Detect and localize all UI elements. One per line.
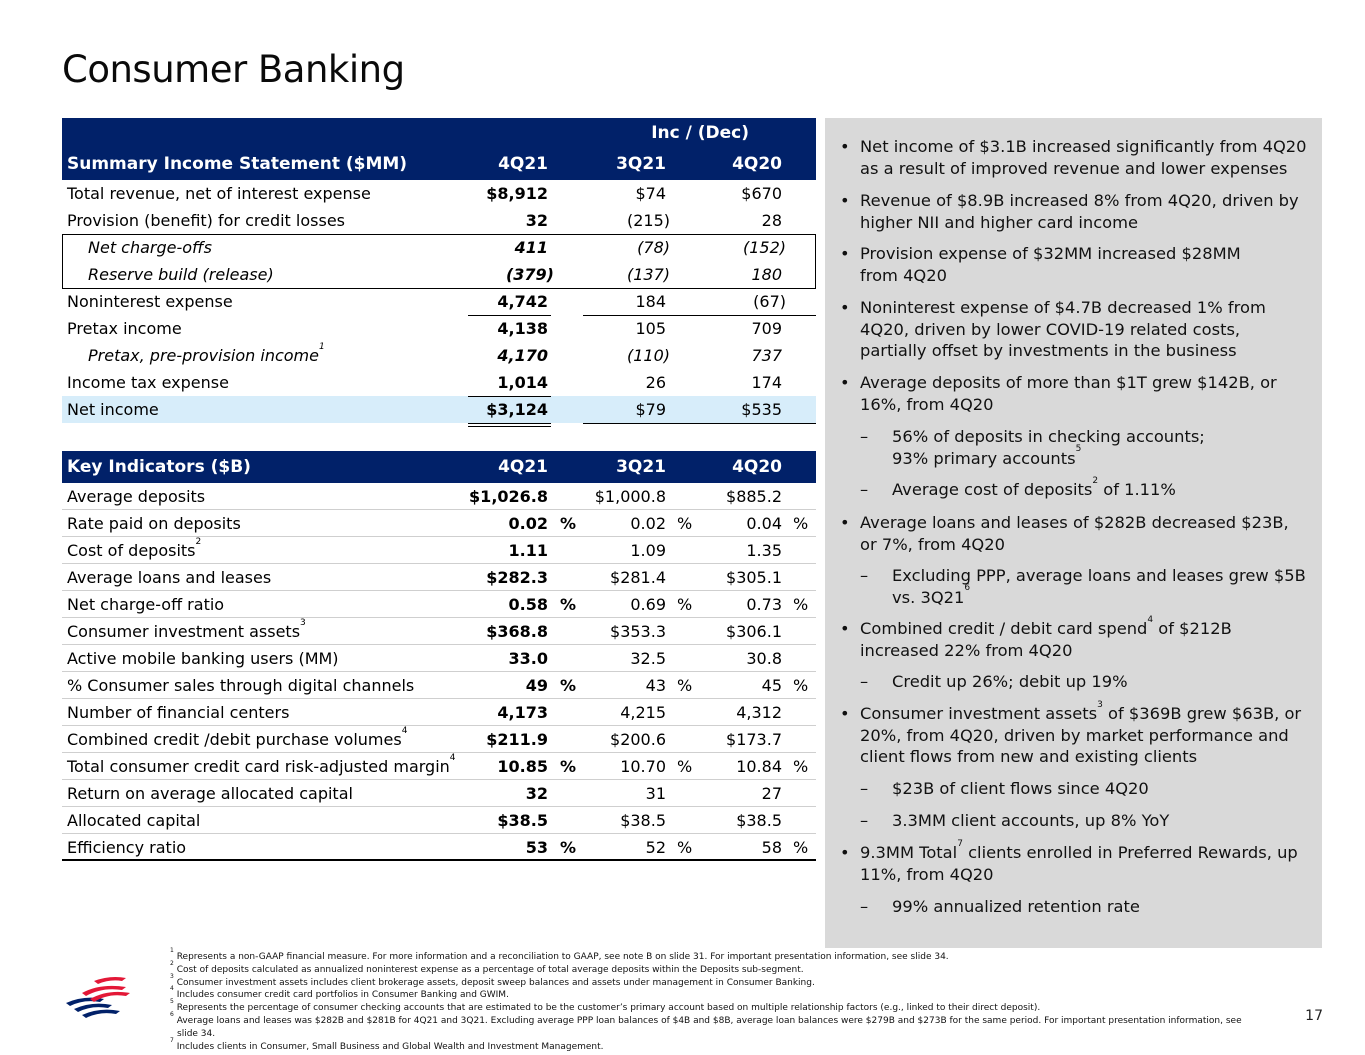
value-3q21: 31 (645, 784, 666, 803)
value-4q20: $305.1 (726, 568, 782, 587)
value-4q20: 180 (751, 265, 782, 284)
value-4q20: 27 (761, 784, 782, 803)
value-4q20: 4,312 (736, 703, 782, 722)
row-label: Return on average allocated capital (67, 784, 353, 803)
row-label: Average deposits (67, 487, 206, 506)
bullet-revenue: • Revenue of $8.9B increased 8% from 4Q20, driven by higher NII and higher card income (860, 190, 1310, 233)
pct-3q21: % (677, 676, 693, 695)
bullet-deposits: • Average deposits of more than $1T grew $142B, or 16%, from 4Q20 (860, 372, 1310, 415)
summary-header-label: Summary Income Statement ($MM) (67, 154, 408, 174)
value-4q20: 28 (761, 211, 782, 230)
value-3q21: $200.6 (610, 730, 666, 749)
value-4q21: 4,170 (497, 346, 548, 365)
key-indicator-row (62, 699, 816, 726)
footnote: $^3$ Consumer investment assets includes client brokerage assets, deposit sweep balances and assets under management in Consumer Banking. (170, 972, 815, 988)
footnote: slide 34. (177, 1028, 216, 1039)
row-label: Active mobile banking users (MM) (67, 649, 339, 668)
value-3q21: $353.3 (610, 622, 666, 641)
bullet-loans: • Average loans and leases of $282B decreased $23B, or 7%, from 4Q20 (860, 512, 1310, 555)
value-4q20: 1.35 (746, 541, 782, 560)
key-indicator-row (62, 645, 816, 672)
value-3q21: (110) (626, 346, 670, 365)
value-3q21: $79 (635, 400, 666, 419)
summary-row (62, 369, 816, 396)
key-indicator-row (62, 591, 816, 618)
value-4q21: 4,173 (497, 703, 548, 722)
row-label: Net charge-offs (88, 238, 212, 257)
rule-right-bottom (583, 423, 816, 424)
value-4q21: 1,014 (497, 373, 548, 392)
value-3q21: 43 (645, 676, 666, 695)
value-3q21: $1,000.8 (594, 487, 666, 506)
pct-4q20: % (793, 595, 809, 614)
sub-bullet-retention: – 99% annualized retention rate (892, 896, 1312, 918)
value-4q20: $38.5 (736, 811, 782, 830)
key-header-3q21: 3Q21 (616, 457, 666, 477)
value-3q21: $74 (635, 184, 666, 203)
summary-row (62, 288, 816, 315)
row-label: Cost of deposits$^2$ (67, 536, 202, 560)
footnote: $^6$ Average loans and leases was $282B and $281B for 4Q21 and 3Q21. Excluding average PPP loan balances of $4B and $8B, average loan balances were $279B and $273B for the same period. For important presentation information, see (170, 1010, 1242, 1026)
value-4q21: 1.11 (508, 541, 548, 560)
rule-4q21-above-pretax (468, 315, 551, 316)
bullet-net-income: • Net income of $3.1B increased significantly from 4Q20 as a result of improved revenue and lower expenses (860, 136, 1310, 179)
pct-3q21: % (677, 757, 693, 776)
key-indicator-row (62, 672, 816, 699)
summary-group-header-row (62, 118, 816, 149)
pct-4q20: % (793, 514, 809, 533)
footnote: $^7$ Includes clients in Consumer, Small Business and Global Wealth and Investment Management. (170, 1036, 604, 1052)
value-4q21: 33.0 (508, 649, 548, 668)
value-3q21: (137) (626, 265, 670, 284)
value-3q21: $38.5 (620, 811, 666, 830)
value-4q21: 53 (525, 838, 548, 857)
summary-header-4q20: 4Q20 (732, 154, 782, 174)
value-4q20: 0.04 (746, 514, 782, 533)
value-3q21: 52 (645, 838, 666, 857)
value-3q21: 10.70 (620, 757, 666, 776)
value-3q21: 105 (635, 319, 666, 338)
row-label: Provision (benefit) for credit losses (67, 211, 345, 230)
pct-4q21: % (560, 676, 577, 695)
footnote: $^5$ Represents the percentage of consumer checking accounts that are estimated to be the customer’s primary account based on multiple relationship factors (e.g., linked to their direct deposit). (170, 998, 1041, 1014)
pct-4q21: % (560, 514, 577, 533)
rule-3q21-above-pretax (583, 315, 816, 316)
key-indicator-row (62, 483, 816, 510)
charge-off-reserve-box (62, 234, 816, 289)
value-3q21: $281.4 (610, 568, 666, 587)
key-header-row (62, 451, 816, 483)
key-indicator-row (62, 753, 816, 780)
bullet-noninterest-expense: • Noninterest expense of $4.7B decreased 1% from 4Q20, driven by lower COVID-19 related costs, partially offset by investments in the business (860, 297, 1310, 362)
sub-bullet-client-accounts: – 3.3MM client accounts, up 8% YoY (892, 810, 1312, 832)
value-3q21: 1.09 (630, 541, 666, 560)
value-4q21: $8,912 (486, 184, 548, 203)
row-label: Net income (67, 400, 159, 419)
value-4q21: $211.9 (486, 730, 548, 749)
row-label: Average loans and leases (67, 568, 272, 587)
key-indicator-row (62, 510, 816, 537)
sub-bullet-client-flows: – $23B of client flows since 4Q20 (892, 778, 1312, 800)
highlights-panel (825, 118, 1322, 948)
value-4q20: 174 (751, 373, 782, 392)
value-4q21: $38.5 (497, 811, 548, 830)
value-4q21: 32 (525, 211, 548, 230)
sub-bullet-checking: – 56% of deposits in checking accounts; 93% primary accounts$^5$ (892, 426, 1312, 469)
summary-row (62, 180, 816, 207)
key-indicator-row (62, 807, 816, 834)
key-indicator-row (62, 564, 816, 591)
value-4q20: (152) (742, 238, 786, 257)
sub-bullet-ppp: – Excluding PPP, average loans and leases grew $5B vs. $3Q21^6$ (892, 565, 1312, 608)
sub-bullet-credit-debit: – Credit up 26%; debit up 19% (892, 671, 1312, 693)
bullet-card-spend: • Combined credit / debit card spend$^4$ of $212B increased 22% from 4Q20 (860, 618, 1310, 661)
value-4q20: 30.8 (746, 649, 782, 668)
pct-4q20: % (793, 838, 809, 857)
pct-4q21: % (560, 757, 577, 776)
value-4q21: 10.85 (497, 757, 548, 776)
pct-4q20: % (793, 757, 809, 776)
key-header-4q20: 4Q20 (732, 457, 782, 477)
row-label: Efficiency ratio (67, 838, 187, 857)
value-4q21: $282.3 (486, 568, 548, 587)
page-number: 17 (1305, 1008, 1323, 1024)
value-3q21: 4,215 (620, 703, 666, 722)
key-indicator-row (62, 618, 816, 645)
bullet-preferred-rewards: • 9.3MM Total$^7$ clients enrolled in Preferred Rewards, up 11%, from 4Q20 (860, 842, 1310, 885)
pct-3q21: % (677, 514, 693, 533)
row-label: Rate paid on deposits (67, 514, 241, 533)
value-3q21: 26 (645, 373, 666, 392)
summary-row-net-income (62, 396, 816, 423)
value-4q20: $173.7 (726, 730, 782, 749)
sub-bullet-cost-of-deposits: – Average cost of deposits$^2$ of 1.11% (892, 479, 1312, 501)
value-3q21: 32.5 (630, 649, 666, 668)
bullet-investment-assets: • Consumer investment assets$^3$ of $369B grew $63B, or 20%, from 4Q20, driven by market performance and client flows from new and existing clients (860, 703, 1310, 768)
row-label: Reserve build (release) (88, 265, 274, 284)
rule-4q21-double-2 (468, 426, 551, 427)
footnote: $^4$ Includes consumer credit card portfolios in Consumer Banking and GWIM. (170, 985, 509, 1001)
footnote: $^2$ Cost of deposits calculated as annualized noninterest expense as a percentage of total average deposits within the Deposits sub-segment. (170, 959, 804, 975)
value-4q20: $306.1 (726, 622, 782, 641)
value-4q20: $885.2 (726, 487, 782, 506)
value-4q20: $670 (741, 184, 782, 203)
value-4q21: 411 (514, 238, 548, 257)
row-label: Combined credit /debit purchase volumes$^4$ (67, 725, 408, 749)
value-3q21: 184 (635, 292, 666, 311)
inc-dec-header: Inc / (Dec) (651, 123, 749, 143)
value-4q21: $1,026.8 (469, 487, 548, 506)
row-label: Noninterest expense (67, 292, 233, 311)
value-4q20: 709 (751, 319, 782, 338)
value-4q20: (67) (753, 292, 786, 311)
value-4q20: 45 (761, 676, 782, 695)
rule-4q21-above-net (468, 396, 551, 397)
value-4q20: 10.84 (736, 757, 782, 776)
page-title: Consumer Banking (62, 48, 405, 91)
summary-row (62, 342, 816, 369)
row-label: Pretax income (67, 319, 182, 338)
row-label: Total revenue, net of interest expense (67, 184, 371, 203)
rule-4q21-double-1 (468, 423, 551, 424)
value-4q21: 4,138 (497, 319, 548, 338)
key-indicator-row (62, 537, 816, 564)
key-indicator-row (62, 780, 816, 807)
summary-header-4q21: 4Q21 (498, 154, 548, 174)
footnote: $^1$ Represents a non-GAAP financial measure. For more information and a reconciliation to GAAP, see note B on slide 31. For important presentation information, see slide 34. (170, 947, 949, 962)
summary-row (62, 315, 816, 342)
key-indicator-row (62, 726, 816, 753)
value-4q20: 58 (761, 838, 782, 857)
key-indicators-rows (62, 483, 816, 861)
value-3q21: 0.02 (630, 514, 666, 533)
value-3q21: (78) (637, 238, 670, 257)
value-4q21: $3,124 (486, 400, 548, 419)
row-label: Allocated capital (67, 811, 201, 830)
value-4q21: 32 (525, 784, 548, 803)
summary-row (62, 207, 816, 234)
value-3q21: (215) (626, 211, 670, 230)
value-4q21: 49 (525, 676, 548, 695)
pct-3q21: % (677, 838, 693, 857)
summary-header-row (62, 149, 816, 180)
pct-4q21: % (560, 595, 577, 614)
row-label: Pretax, pre-provision income$^1$ (88, 341, 325, 365)
bank-logo-icon (64, 975, 132, 1025)
row-label: % Consumer sales through digital channels (67, 676, 415, 695)
row-label: Consumer investment assets$^3$ (67, 617, 306, 641)
key-indicator-row (62, 834, 816, 861)
key-header-4q21: 4Q21 (498, 457, 548, 477)
value-4q20: $535 (741, 400, 782, 419)
key-indicators-table (62, 451, 816, 483)
pct-4q21: % (560, 838, 577, 857)
value-4q21: (379) (505, 265, 554, 284)
bullet-provision: • Provision expense of $32MM increased $28MM from 4Q20 (860, 243, 1310, 286)
summary-header-3q21: 3Q21 (616, 154, 666, 174)
value-4q21: 4,742 (497, 292, 548, 311)
value-4q21: 0.02 (508, 514, 548, 533)
pct-4q20: % (793, 676, 809, 695)
row-label: Income tax expense (67, 373, 229, 392)
footnotes (170, 947, 1290, 1053)
row-label: Net charge-off ratio (67, 595, 225, 614)
row-label: Total consumer credit card risk-adjusted margin$^4$ (67, 752, 456, 776)
pct-3q21: % (677, 595, 693, 614)
row-label: Number of financial centers (67, 703, 290, 722)
value-4q21: $368.8 (486, 622, 548, 641)
value-4q20: 737 (751, 346, 782, 365)
value-4q21: 0.58 (508, 595, 548, 614)
key-header-label: Key Indicators ($B) (67, 457, 251, 477)
value-4q20: 0.73 (746, 595, 782, 614)
value-3q21: 0.69 (630, 595, 666, 614)
